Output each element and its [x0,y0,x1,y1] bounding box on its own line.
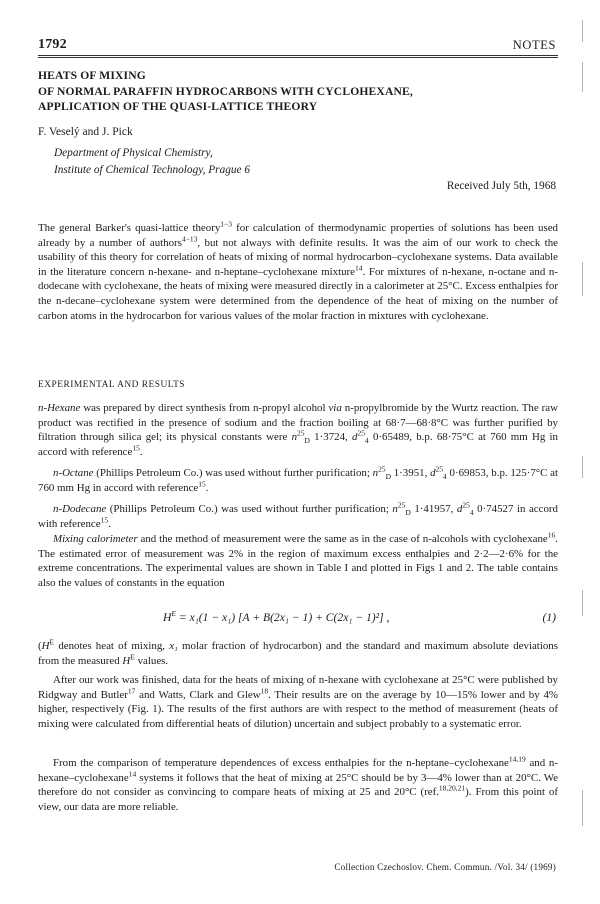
definition-paragraph [38,639,558,668]
text-run: 0·74527 in accord with reference [38,503,558,530]
superscript: 25 [357,428,365,438]
reference-marker: 14,19 [508,754,526,764]
compound-name: n-Dodecane [53,503,107,515]
dodecane-paragraph [38,502,558,531]
comparison-paragraph [38,673,558,731]
text-run: . [108,517,111,530]
mole-fraction-symbol: x₁ [169,640,178,652]
subscript: 4 [364,436,369,446]
text-run: . [205,481,209,494]
page-edge-mark [582,20,583,42]
page-edge-mark [582,456,583,478]
text-run: . The estimated error of measurement was 2% in the region of maximum excess enthalpies and 2·2—2·6% for the extreme concentrations. The experimental values are shown in Table I and plotted in Figs 1 and 2. The table contains also the values of constants in the equation [38,533,558,589]
received-date: Received July 5th, 1968 [446,180,556,192]
title-line: APPLICATION OF THE QUASI-LATTICE THEORY [38,100,318,113]
octane-paragraph [38,466,558,495]
equation-1 [38,611,558,627]
superscript: E [49,637,55,647]
page-edge-mark [582,590,583,616]
journal-footer: Collection Czechoslov. Chem. Commun. /Vol. 34/ (1969) [334,862,556,872]
text-run: ( [38,640,42,652]
text-run: via [328,402,342,414]
enthalpy-symbol: H [41,640,50,652]
subscript: D [405,508,411,518]
superscript: 25 [462,500,470,510]
text-run: and n-hexane–cyclohexane [38,757,558,784]
text-run: was prepared by direct synthesis from n-propyl alcohol [80,402,329,414]
affiliation-line: Department of Physical Chemistry, [54,147,213,159]
text-run: After our work was finished, data for the heats of mixing of n-hexane with cyclohexane at 25°C were published by Ridgway and Butler [38,674,558,701]
text-run: values. [134,654,169,667]
text-run: . [139,445,143,458]
header-rule [38,55,558,56]
text-run: From the comparison of temperature dependences of excess enthalpies for the n-heptane–cyclohexane [53,757,509,769]
reference-marker: 1−3 [220,219,233,229]
superscript: E [130,651,135,661]
reference-marker: 15 [132,443,140,453]
enthalpy-symbol: H [122,654,131,667]
enthalpy-symbol: H [163,611,172,624]
superscript: 25 [435,464,444,474]
density-symbol: d [456,503,463,515]
page-edge-mark [582,790,583,826]
title-line: OF NORMAL PARAFFIN HYDROCARBONS WITH CYCLOHEXANE, [38,84,413,98]
text-run: ). From this point of view, our data are more reliable. [38,786,558,813]
subscript: 4 [443,472,447,482]
running-head: NOTES [512,38,556,52]
reference-marker: 15 [100,514,109,524]
intro-paragraph [38,221,558,323]
reference-marker: 18 [260,685,269,695]
compound-name: n-Hexane [38,402,81,414]
subsection-name: Mixing calorimeter [53,533,138,545]
text-run: (Phillips Petroleum Co.) was used without further purification; [106,503,393,515]
reference-marker: 17 [127,685,136,695]
title-line: HEATS OF MIXING [38,69,146,82]
text-run: denotes heat of mixing, [54,640,170,652]
subscript: D [304,436,310,446]
refractive-index-symbol: n [291,431,298,444]
reference-marker: 4−13 [181,233,198,243]
density-symbol: d [352,431,358,444]
text-run: for calculation of thermodynamic properties of solutions has been used already by a number of authors [38,222,558,249]
text-run: . Their results are on the average by 10—15% lower and by 4% higher, respectively (Fig. 1). The results of the first authors are with respect to the method of measurement (heats of mixing were calculated from differential heats of dilution) uncertain and subject probably to a systematic error. [38,688,559,730]
text-run: (Phillips Petroleum Co.) was used without further purification; [93,467,373,479]
text-run: 0·69853, b.p. 125·7°C at 760 mm Hg in accord with reference [38,467,558,494]
text-run: 1·3724, [309,431,353,444]
text-run: . For mixtures of n-hexane, n-octane and n-dodecane with cyclohexane, the heats of mixing were measured directly in a calorimeter at 25°C. Excess enthalpies for the n-decane–cyclohexane system were determined from the dependence of the heat of mixing on the number of carbon atoms in the hydrocarbon for various values of the molar fraction in mixtures with cyclohexane. [38,265,558,322]
affiliation-line: Institute of Chemical Technology, Prague 6 [54,164,251,176]
refractive-index-symbol: n [392,503,398,515]
text-run: The general Barker's quasi-lattice theory [38,222,221,234]
text-run: 1·3951, [390,467,431,479]
density-symbol: d [430,467,436,479]
page-number: 1792 [38,37,67,52]
text-run: , but not always with definite results. It was the aim of our work to check the usability of this theory for correlation of heats of mixing of normal hydrocarbon–cyclohexane systems. Data available in the literature concern n-hexane- and n-heptane–cyclohexane mixture [38,236,558,278]
subscript: 4 [469,508,474,518]
header-rule [38,57,558,58]
reference-marker: 16 [547,530,556,540]
text-run: 0·65489, b.p. 68·75°C at 760 mm Hg in accord with reference [38,431,558,458]
text-run: systems it follows that the heat of mixing at 25°C should be by 3—4% lower than at 20°C. We therefore do not consider as convincing to compare heats of mixing at 25 and 20°C (ref. [38,771,558,799]
text-run: 1·41957, [410,503,457,515]
page-edge-mark [582,262,583,296]
reference-marker: 18,20,21 [438,783,466,793]
reference-marker: 15 [198,478,206,488]
compound-name: n-Octane [53,467,94,479]
reference-marker: 14 [355,263,363,273]
equation-number: (1) [542,611,556,624]
superscript: 25 [297,428,305,438]
temperature-paragraph [38,756,558,814]
equation-rhs: = x₁(1 − x₁) [A + B(2x₁ − 1) + C(2x₁ − 1)²] , [175,611,390,624]
equation-body [163,611,389,624]
text-run: and the method of measurement were the same as in the case of n-alcohols with cyclohexane [137,533,548,545]
hexane-paragraph [38,401,558,459]
text-run: n-propylbromide by the Wurtz reaction. The raw product was rectified in the presence of sodium and the fraction boiling at 68·7—68·8°C was further purified by filtration through silica gel; its physical constants were [38,402,559,444]
subscript: D [385,472,391,482]
page-edge-mark [582,62,583,92]
calorimeter-paragraph [38,532,558,590]
authors: F. Veselý and J. Pick [38,126,133,138]
refractive-index-symbol: n [372,467,379,479]
reference-marker: 14 [128,768,137,778]
text-run: molar fraction of hydrocarbon) and the standard and maximum absolute deviations from the measured [38,640,558,667]
superscript: E [171,609,176,619]
section-heading: EXPERIMENTAL AND RESULTS [38,380,186,390]
superscript: 25 [378,464,386,474]
superscript: 25 [397,500,406,510]
text-run: and Watts, Clark and Glew [135,688,261,701]
affiliation [54,145,250,179]
article-title [38,68,558,115]
